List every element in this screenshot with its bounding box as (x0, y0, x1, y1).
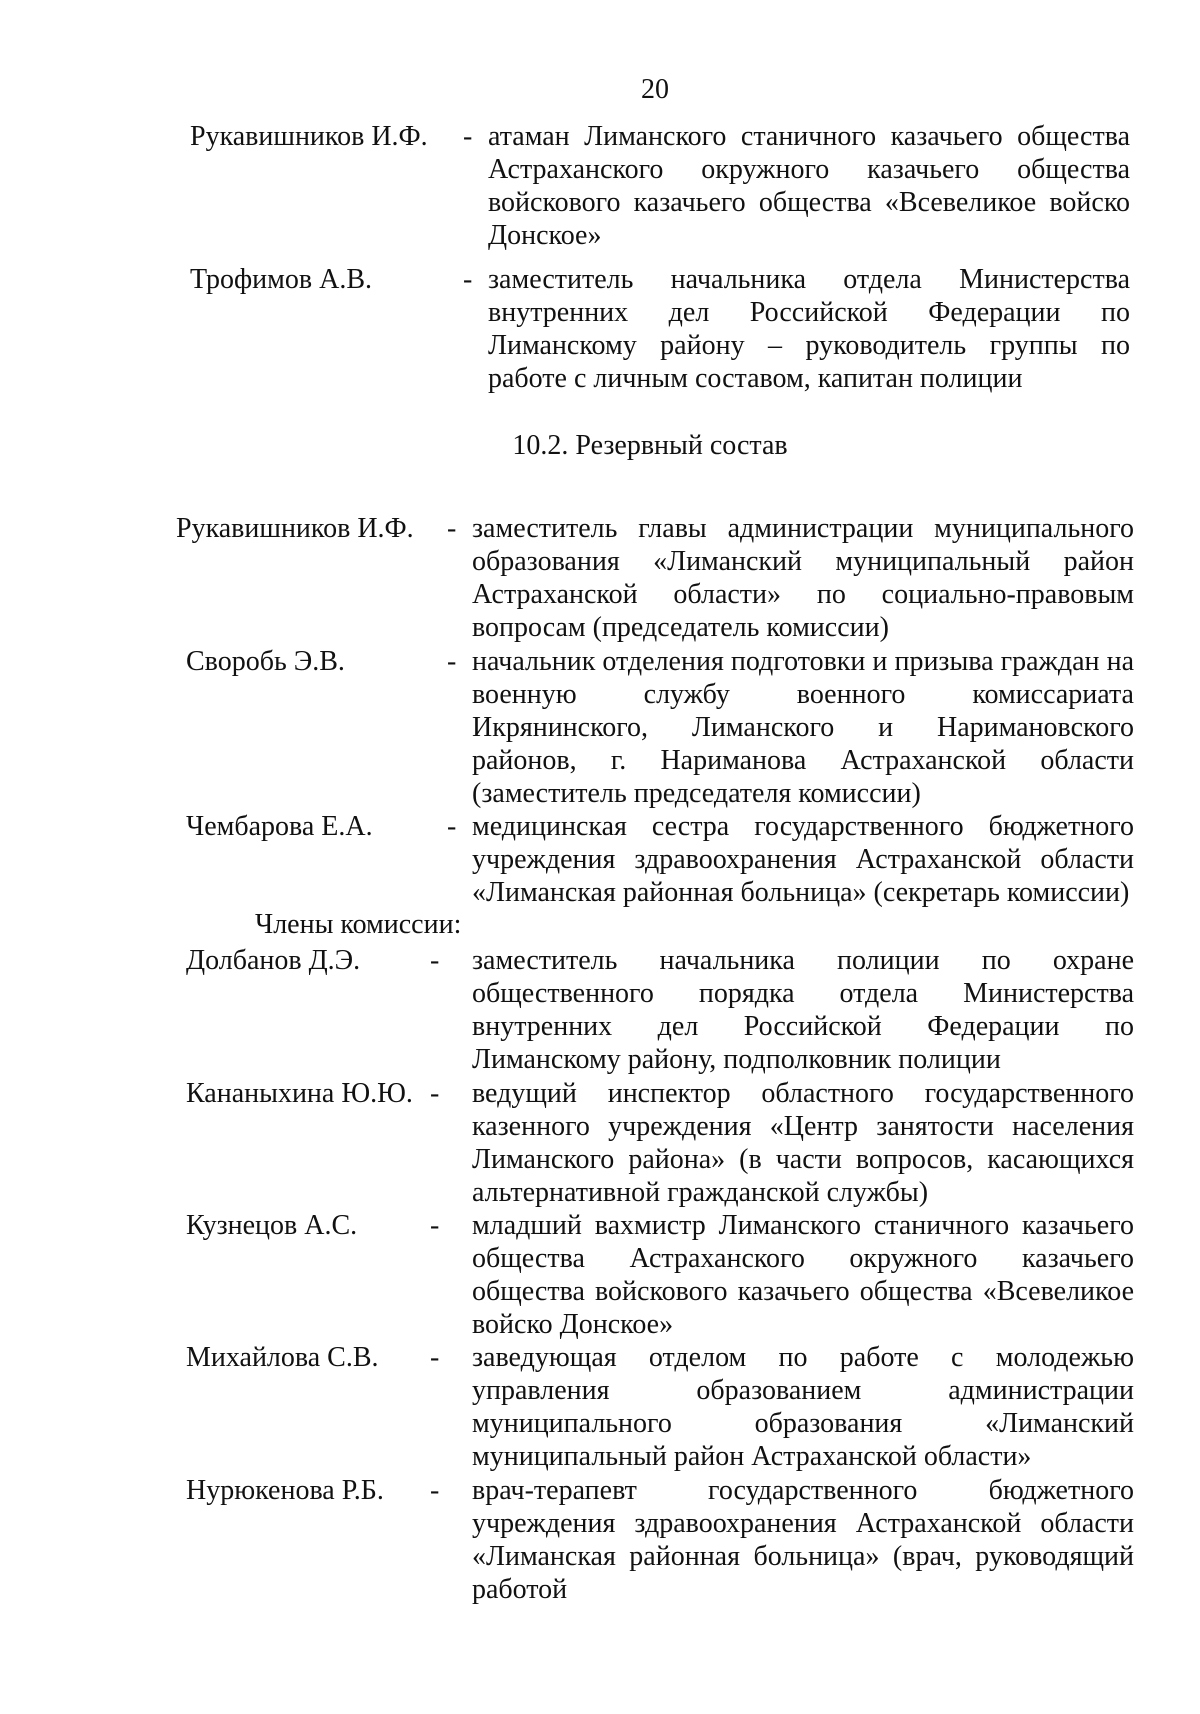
person-name: Рукавишников И.Ф. (176, 513, 414, 544)
members-label: Члены комиссии: (255, 909, 462, 940)
dash: - (447, 646, 457, 677)
person-name: Долбанов Д.Э. (186, 945, 361, 976)
dash: - (463, 264, 473, 295)
person-description: атаман Лиманского станичного казачьего общества Астраханского окружного казачьего общества войскового казачьего общества «Всевеликое войско Донское» (488, 121, 1130, 251)
person-name: Михайлова С.В. (186, 1342, 379, 1373)
person-description: врач-терапевт государственного бюджетного учреждения здравоохранения Астраханской области «Лиманская районная больница» (врач, руководящий работой (472, 1475, 1134, 1605)
dash: - (463, 121, 473, 152)
person-description: младший вахмистр Лиманского станичного казачьего общества Астраханского окружного казачьего общества войскового казачьего общества «Всевеликое войско Донское» (472, 1210, 1134, 1340)
person-name: Трофимов А.В. (190, 264, 372, 295)
person-description: ведущий инспектор областного государственного казенного учреждения «Центр занятости населения Лиманского района» (в части вопросов, касающихся альтернативной гражданской службы) (472, 1078, 1134, 1208)
person-description: заместитель начальника отдела Министерства внутренних дел Российской Федерации по Лиманскому району – руководитель группы по работе с личным составом, капитан полиции (488, 264, 1130, 394)
person-description: заместитель начальника полиции по охране общественного порядка отдела Министерства внутренних дел Российской Федерации по Лиманскому району, подполковник полиции (472, 945, 1134, 1075)
person-name: Кананыхина Ю.Ю. (186, 1078, 413, 1109)
person-name: Кузнецов А.С. (186, 1210, 358, 1241)
person-name: Нурюкенова Р.Б. (186, 1475, 384, 1506)
dash: - (430, 1475, 440, 1506)
person-description: медицинская сестра государственного бюджетного учреждения здравоохранения Астраханской области «Лиманская районная больница» (секретарь комиссии) (472, 811, 1134, 908)
dash: - (447, 811, 457, 842)
person-description: заместитель главы администрации муниципального образования «Лиманский муниципальный район Астраханской области» по социально-правовым вопросам (председатель комиссии) (472, 513, 1134, 643)
page-number: 20 (641, 74, 669, 105)
person-name: Своробь Э.В. (186, 646, 345, 677)
person-description: заведующая отделом по работе с молодежью управления образованием администрации муниципального образования «Лиманский муниципальный район Астраханской области» (472, 1342, 1134, 1472)
section-heading: 10.2. Резервный состав (512, 430, 788, 461)
person-description: начальник отделения подготовки и призыва граждан на военную службу военного комиссариата Икрянинского, Лиманского и Наримановского районов, г. Нариманова Астраханской области (заместитель председателя комиссии) (472, 646, 1134, 809)
person-name: Рукавишников И.Ф. (190, 121, 428, 152)
dash: - (430, 945, 440, 976)
person-name: Чембарова Е.А. (186, 811, 373, 842)
dash: - (430, 1342, 440, 1373)
dash: - (430, 1210, 440, 1241)
dash: - (447, 513, 457, 544)
dash: - (430, 1078, 440, 1109)
